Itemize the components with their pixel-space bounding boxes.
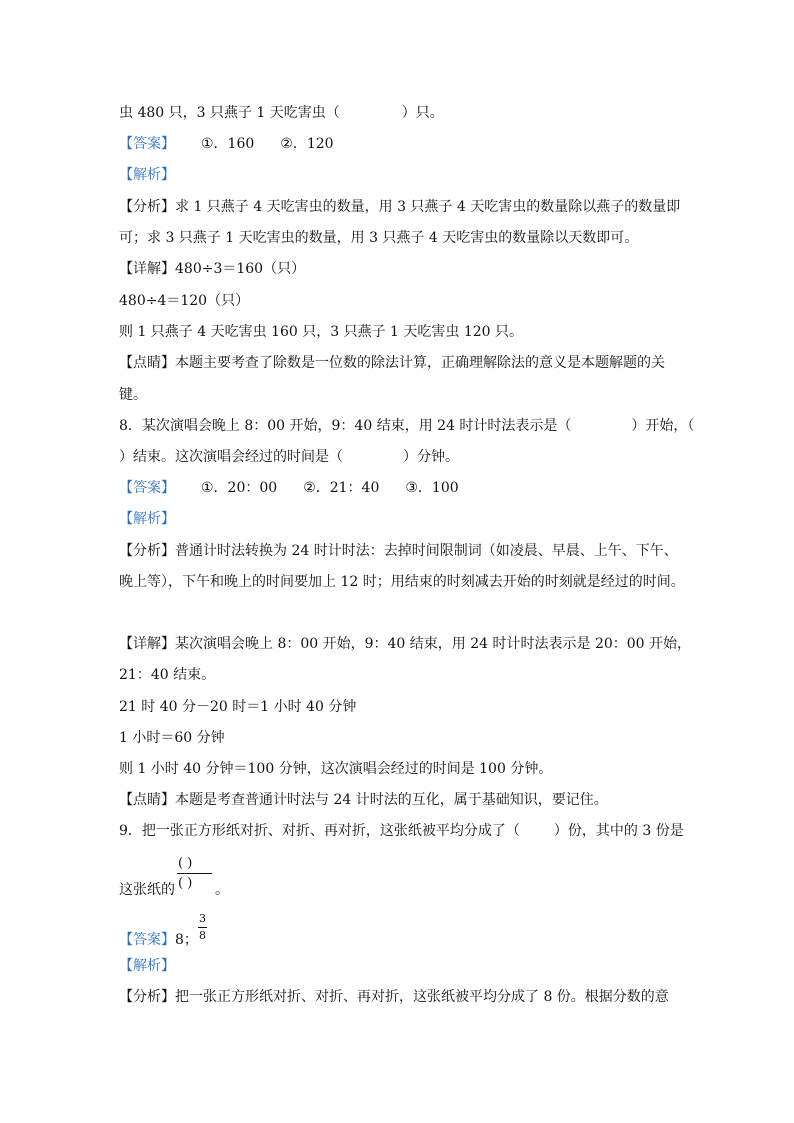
question-7-line <box>119 104 444 122</box>
text: 9．把一张正方形纸对折、对折、再对折，这张纸被平均分成了（ <box>119 823 520 839</box>
xiangjie-8-line2: 21：40 结束。 <box>119 667 216 683</box>
analysis-tag-7: 【解析】 <box>119 167 175 183</box>
dianjing-8-line1 <box>119 791 608 809</box>
text: 某次演唱会晚上 8：00 开始，9：40 结束，用 24 时计时法表示是 20：00 开始， <box>175 636 692 652</box>
answer-item: ③．100 <box>405 480 459 496</box>
dianjing-7-line1 <box>119 354 665 372</box>
fraction-denominator: 8 <box>199 929 206 942</box>
answer-tag: 【答案】 <box>119 136 175 152</box>
question-8-line2 <box>119 448 459 466</box>
xiangjie-7-line3: 则 1 只燕子 4 天吃害虫 160 只，3 只燕子 1 天吃害虫 120 只。 <box>119 324 524 340</box>
fenxi-tag: 【分析】 <box>119 543 175 559</box>
text: 这张纸的 <box>119 882 175 898</box>
answer-7 <box>119 135 334 153</box>
text: 480÷3＝160（只） <box>175 261 306 277</box>
dianjing-tag: 【点睛】 <box>119 792 175 808</box>
xiangjie-8-line1 <box>119 635 691 653</box>
text: 本题是考查普通计时法与 24 计时法的互化，属于基础知识，要记住。 <box>175 792 608 808</box>
answer-item: ①．160 <box>201 136 255 152</box>
fraction-bar <box>177 873 212 874</box>
xiangjie-8-line5: 则 1 小时 40 分钟＝100 分钟，这次演唱会经过的时间是 100 分钟。 <box>119 761 553 777</box>
text: 求 1 只燕子 4 天吃害虫的数量，用 3 只燕子 4 天吃害虫的数量除以燕子的数量即 <box>175 199 681 215</box>
analysis-tag-8: 【解析】 <box>119 511 175 527</box>
text: ）开始，（ <box>631 418 695 434</box>
xiangjie-7-line1 <box>119 260 305 278</box>
xiangjie-7-line2: 480÷4＝120（只） <box>119 293 250 309</box>
question-8-line1 <box>119 417 694 435</box>
xiangjie-tag: 【详解】 <box>119 261 175 277</box>
answer-tag: 【答案】 <box>119 480 175 496</box>
text: 本题主要考查了除数是一位数的除法计算，正确理解除法的意义是本题解题的关 <box>175 355 665 371</box>
xiangjie-8-line4: 1 小时＝60 分钟 <box>119 730 225 746</box>
text: 8．某次演唱会晚上 8：00 开始，9：40 结束，用 24 时计时法表示是（ <box>119 418 572 434</box>
text: 普通计时法转换为 24 时计时法：去掉时间限制词（如凌晨、早晨、上午、下午、 <box>175 543 678 559</box>
text: ）只。 <box>401 105 444 121</box>
fenxi-8-line2: 晚上等），下午和晚上的时间要加上 12 时；用结束的时刻减去开始的时刻就是经过的时间。 <box>119 574 685 590</box>
dianjing-7-line2: 键。 <box>119 387 147 403</box>
question-9-line1 <box>119 822 684 840</box>
answer-item: 8； <box>175 932 198 948</box>
text: ）分钟。 <box>403 449 459 465</box>
text: ）份，其中的 3 份是 <box>553 823 684 839</box>
fraction-numerator: 3 <box>199 912 206 925</box>
fenxi-tag: 【分析】 <box>119 199 175 215</box>
text: 把一张正方形纸对折、对折、再对折，这张纸被平均分成了 8 份。根据分数的意 <box>175 989 669 1005</box>
fraction-denominator-blank: ( ) <box>178 876 193 891</box>
answer-item: ②．21：40 <box>303 480 380 496</box>
xiangjie-tag: 【详解】 <box>119 636 175 652</box>
fenxi-tag: 【分析】 <box>119 989 175 1005</box>
fenxi-7-line2: 可；求 3 只燕子 1 天吃害虫的数量，用 3 只燕子 4 天吃害虫的数量除以天数即可。 <box>119 230 639 246</box>
analysis-tag-9: 【解析】 <box>119 958 175 974</box>
answer-9 <box>119 931 198 949</box>
answer-tag: 【答案】 <box>119 932 175 948</box>
text: 。 <box>215 882 229 898</box>
fenxi-9-line1 <box>119 988 669 1006</box>
fraction-numerator-blank: ( ) <box>178 856 193 871</box>
answer-item: ①．20：00 <box>201 480 278 496</box>
text: ）结束。这次演唱会经过的时间是（ <box>119 449 343 465</box>
answer-8 <box>119 479 459 497</box>
question-9-line2 <box>119 881 229 899</box>
xiangjie-8-line3: 21 时 40 分－20 时＝1 小时 40 分钟 <box>119 699 357 715</box>
fraction-bar <box>198 927 207 928</box>
dianjing-tag: 【点睛】 <box>119 355 175 371</box>
fenxi-7-line1 <box>119 198 680 216</box>
fenxi-8-line1 <box>119 542 678 560</box>
answer-item: ②．120 <box>280 136 334 152</box>
text: 虫 480 只，3 只燕子 1 天吃害虫（ <box>119 105 340 121</box>
